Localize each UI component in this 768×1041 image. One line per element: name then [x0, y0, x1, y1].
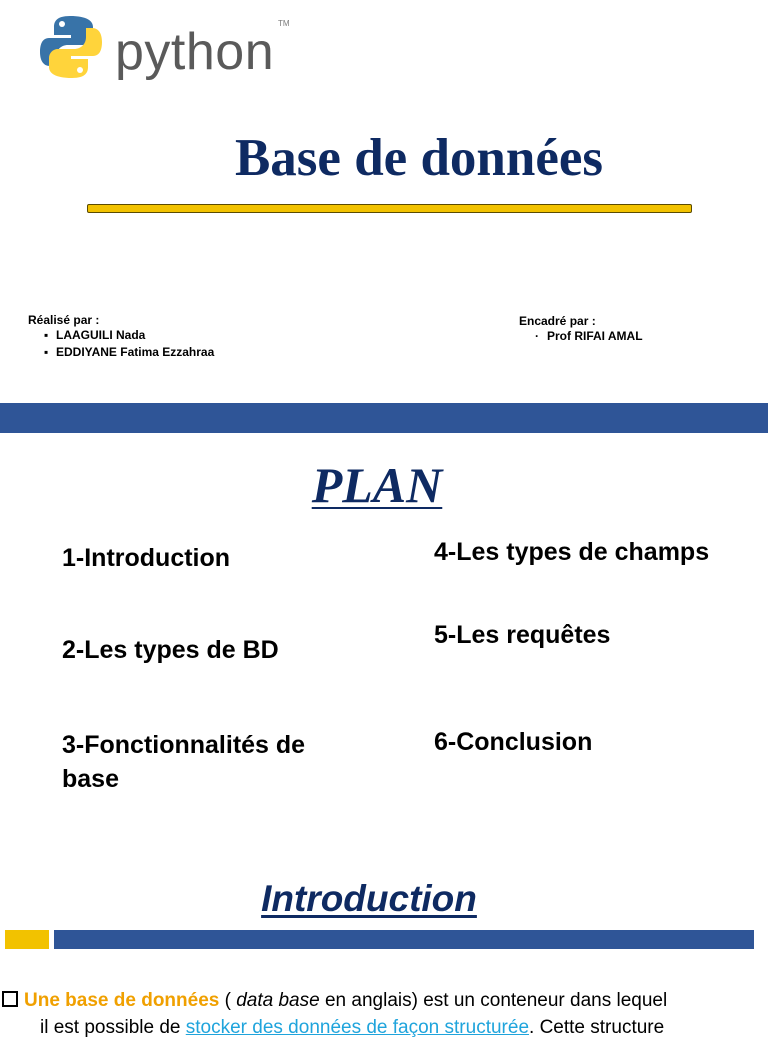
- accent-bar-yellow: [5, 930, 49, 949]
- dot-bullet-icon: ·: [535, 329, 539, 343]
- inline-link[interactable]: stocker des données de façon structurée: [185, 1017, 530, 1038]
- encadre-label: Encadré par :: [519, 314, 596, 328]
- supervisor-list: [533, 328, 643, 345]
- slide-title: Base de données: [234, 129, 604, 187]
- title-slide: [0, 0, 768, 404]
- realise-label: Réalisé par :: [28, 313, 100, 327]
- plan-item-5: 5-Les requêtes: [434, 621, 611, 649]
- authors-block: [28, 313, 214, 361]
- plan-title: PLAN: [311, 457, 443, 513]
- list-item: ▪ EDDIYANE Fatima Ezzahraa: [44, 345, 215, 359]
- square-bullet-icon: ▪: [44, 328, 49, 342]
- python-logo: [40, 14, 290, 94]
- trademark-sign: TM: [278, 19, 290, 28]
- plan-item-2: 2-Les types de BD: [62, 636, 279, 664]
- title-underline-rule: [87, 204, 692, 213]
- list-item: · Prof RIFAI AMAL: [535, 329, 643, 343]
- supervisor-block: [519, 314, 643, 345]
- plan-item-4: 4-Les types de champs: [434, 538, 710, 566]
- slide-divider-band: [0, 403, 768, 433]
- accent-bar-blue: [54, 930, 754, 949]
- checkbox-bullet-icon: [2, 991, 18, 1007]
- paragraph-line-1: Une base de données ( data base en anglais) est un conteneur dans lequel: [2, 987, 748, 1014]
- python-snake-icon: [40, 14, 102, 80]
- plan-item-1: 1-Introduction: [62, 544, 231, 572]
- authors-list: [42, 327, 214, 361]
- plan-item-3: 3-Fonctionnalités de base: [62, 731, 306, 793]
- highlight-term: Une base de données: [24, 990, 220, 1011]
- italic-term: data base: [236, 990, 320, 1011]
- python-wordmark: python: [115, 23, 275, 81]
- introduction-title: Introduction: [261, 878, 477, 919]
- paragraph-line-2: il est possible de stocker des données de façon structurée. Cette structure: [40, 1017, 665, 1038]
- introduction-paragraph: [24, 987, 748, 1041]
- list-item: ▪ LAAGUILI Nada: [44, 328, 146, 342]
- plan-item-6: 6-Conclusion: [434, 728, 593, 756]
- square-bullet-icon: ▪: [44, 345, 49, 359]
